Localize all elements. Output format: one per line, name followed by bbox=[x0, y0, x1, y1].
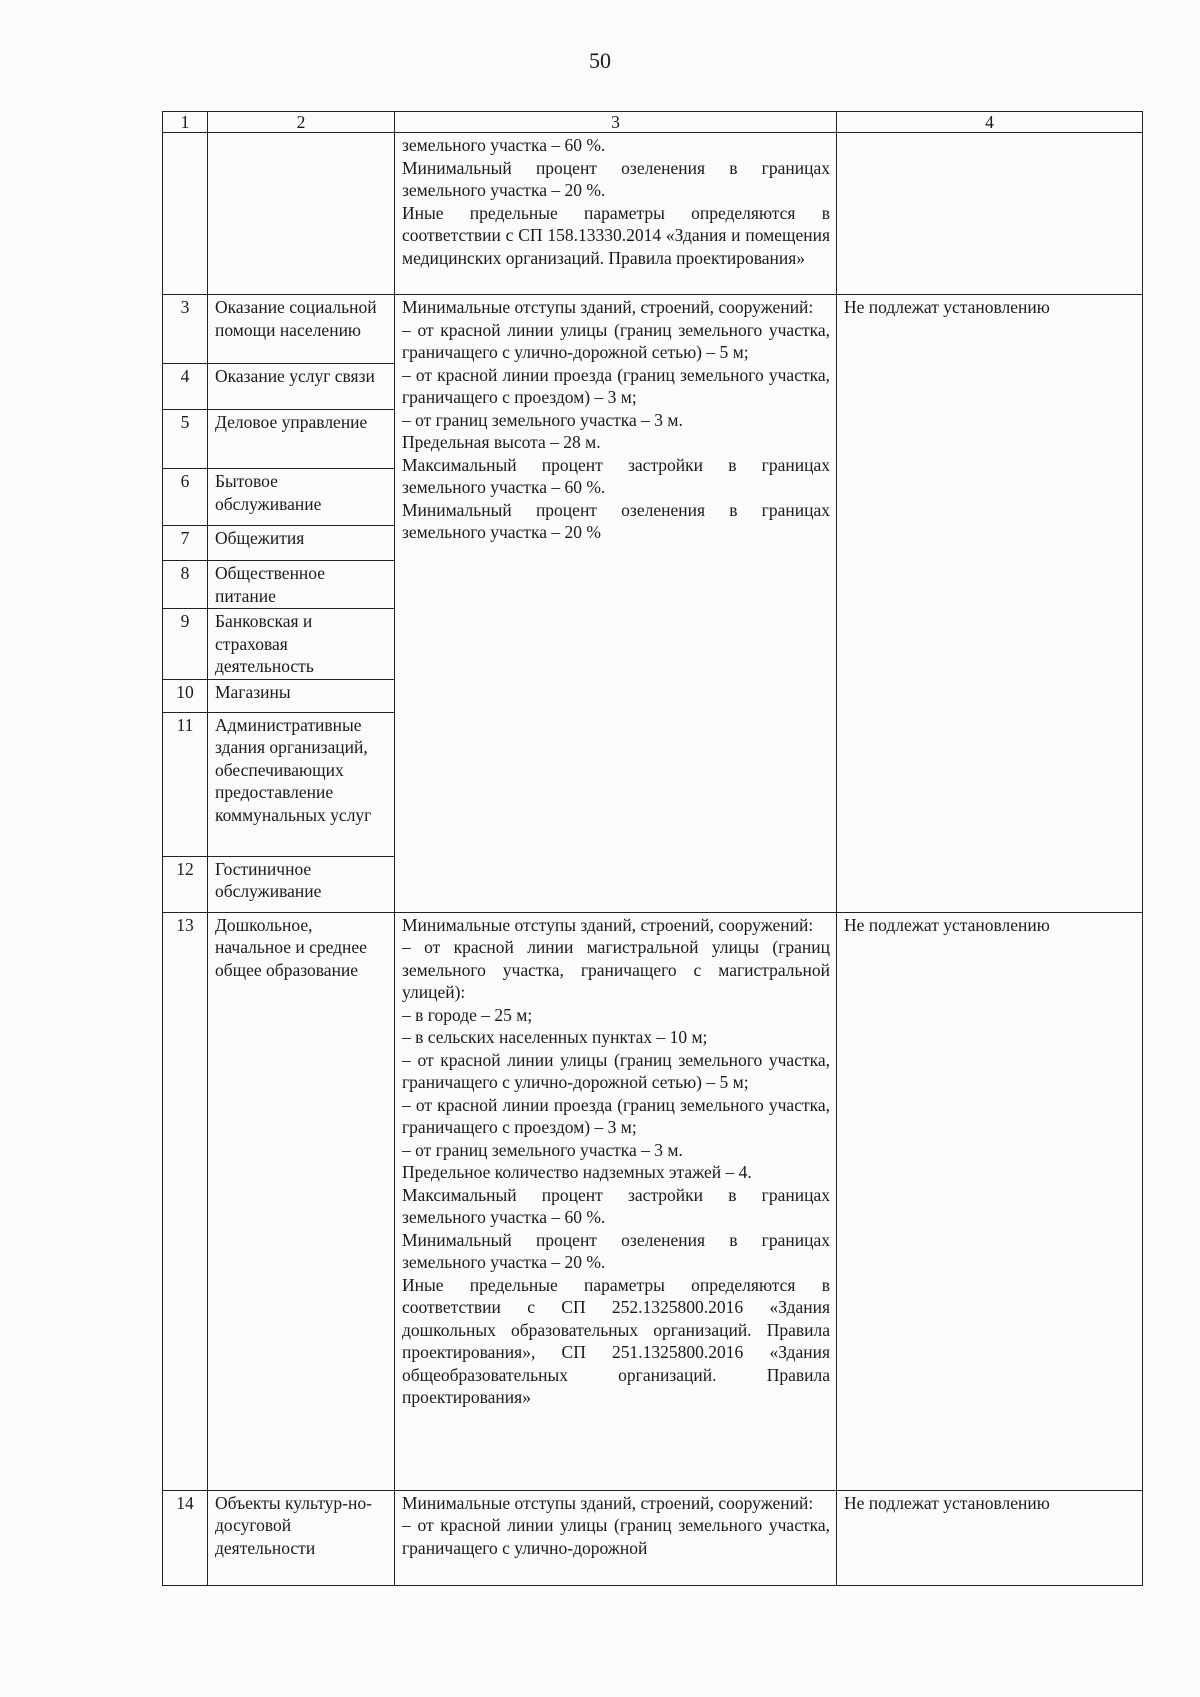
table-row bbox=[163, 912, 1143, 1490]
name-cell: Административные здания организаций, обеспечивающих предоставление коммунальных услуг bbox=[208, 712, 395, 856]
num-cell: 9 bbox=[163, 609, 208, 680]
name-cell: Дошкольное, начальное и среднее общее образование bbox=[208, 912, 395, 1490]
note-cell: Не подлежат установлению bbox=[837, 1490, 1143, 1585]
param-line: – от границ земельного участка – 3 м. bbox=[402, 409, 683, 430]
table-row bbox=[163, 1490, 1143, 1585]
num-cell bbox=[163, 133, 208, 295]
param-line: земельного участка – 60 %. bbox=[402, 135, 606, 155]
num-cell: 3 bbox=[163, 295, 208, 364]
param-line: – в сельских населенных пунктах – 10 м; bbox=[402, 1027, 708, 1047]
num-cell: 14 bbox=[163, 1490, 208, 1585]
page-number: 50 bbox=[589, 48, 611, 73]
num-cell: 12 bbox=[163, 856, 208, 912]
name-cell: Объекты культур-но-досуговой деятельности bbox=[208, 1490, 395, 1585]
param-line: Минимальный процент озеленения в границах земельного участка – 20 %. bbox=[402, 1229, 830, 1272]
name-cell: Магазины bbox=[208, 679, 395, 712]
param-line: Максимальный процент застройки в границах земельного участка – 60 %. bbox=[402, 454, 830, 497]
param-line: Максимальный процент застройки в границах земельного участка – 60 %. bbox=[402, 1184, 830, 1227]
header-row bbox=[163, 112, 1143, 133]
header-cell: 4 bbox=[837, 112, 1143, 133]
param-line: Предельное количество надземных этажей – 4. bbox=[402, 1162, 752, 1182]
header-cell: 3 bbox=[395, 112, 837, 133]
note-cell: Не подлежат установлению bbox=[837, 295, 1143, 913]
name-cell bbox=[208, 133, 395, 295]
name-cell: Деловое управление bbox=[208, 410, 395, 469]
param-line: – от красной линии проезда (границ земельного участка, граничащего с проездом) – 3 м; bbox=[402, 1094, 830, 1137]
header-cell: 1 bbox=[163, 112, 208, 133]
params-cell bbox=[395, 133, 837, 295]
name-cell: Оказание социальной помощи населению bbox=[208, 295, 395, 364]
param-line: Иные предельные параметры определяются в соответствии с СП 252.1325800.2016 «Здания дошкольных образовательных организаций. Правила проектирования», СП 251.1325800.2016 «Здания общеобразовательных организаций. Правила проектирования» bbox=[402, 1274, 830, 1407]
num-cell: 7 bbox=[163, 526, 208, 561]
param-line: – в городе – 25 м; bbox=[402, 1004, 533, 1025]
param-line: Иные предельные параметры определяются в соответствии с СП 158.13330.2014 «Здания и помещения медицинских организаций. Правила проектирования» bbox=[402, 202, 830, 268]
num-cell: 13 bbox=[163, 912, 208, 1490]
num-cell: 6 bbox=[163, 469, 208, 526]
param-line: – от красной линии улицы (границ земельного участка, граничащего с улично-дорожной bbox=[402, 1515, 830, 1558]
table-row-continued bbox=[163, 133, 1143, 295]
param-line: – от красной линии магистральной улицы (границ земельного участка, граничащего с магистральной улицей): bbox=[402, 937, 830, 1002]
note-cell: Не подлежат установлению bbox=[837, 912, 1143, 1490]
name-cell: Общественное питание bbox=[208, 561, 395, 609]
param-line: – от красной линии улицы (границ земельного участка, граничащего с улично-дорожной сетью) – 5 м; bbox=[402, 319, 830, 362]
num-cell: 8 bbox=[163, 561, 208, 609]
table-row bbox=[163, 295, 1143, 364]
param-line: Минимальный процент озеленения в границах земельного участка – 20 %. bbox=[402, 157, 830, 200]
params-cell bbox=[395, 1490, 837, 1585]
param-line: Минимальные отступы зданий, строений, сооружений: bbox=[402, 914, 814, 935]
num-cell: 4 bbox=[163, 364, 208, 410]
name-cell: Оказание услуг связи bbox=[208, 364, 395, 410]
param-line: Минимальный процент озеленения в границах земельного участка – 20 % bbox=[402, 499, 830, 542]
param-line: – от красной линии улицы (границ земельного участка, граничащего с улично-дорожной сетью) – 5 м; bbox=[402, 1049, 830, 1092]
name-cell: Гостиничное обслуживание bbox=[208, 856, 395, 912]
param-line: Минимальные отступы зданий, строений, сооружений: bbox=[402, 297, 814, 317]
note-cell bbox=[837, 133, 1143, 295]
params-cell bbox=[395, 912, 837, 1490]
param-line: – от красной линии проезда (границ земельного участка, граничащего с проездом) – 3 м; bbox=[402, 364, 830, 407]
land-use-table bbox=[162, 111, 1143, 1586]
num-cell: 5 bbox=[163, 410, 208, 469]
num-cell: 10 bbox=[163, 679, 208, 712]
name-cell: Общежития bbox=[208, 526, 395, 561]
param-line: Предельная высота – 28 м. bbox=[402, 432, 601, 452]
params-cell bbox=[395, 295, 837, 913]
name-cell: Бытовое обслуживание bbox=[208, 469, 395, 526]
param-line: – от границ земельного участка – 3 м. bbox=[402, 1139, 683, 1160]
header-cell: 2 bbox=[208, 112, 395, 133]
num-cell: 11 bbox=[163, 712, 208, 856]
name-cell: Банковская и страховая деятельность bbox=[208, 609, 395, 680]
param-line: Минимальные отступы зданий, строений, сооружений: bbox=[402, 1492, 814, 1513]
